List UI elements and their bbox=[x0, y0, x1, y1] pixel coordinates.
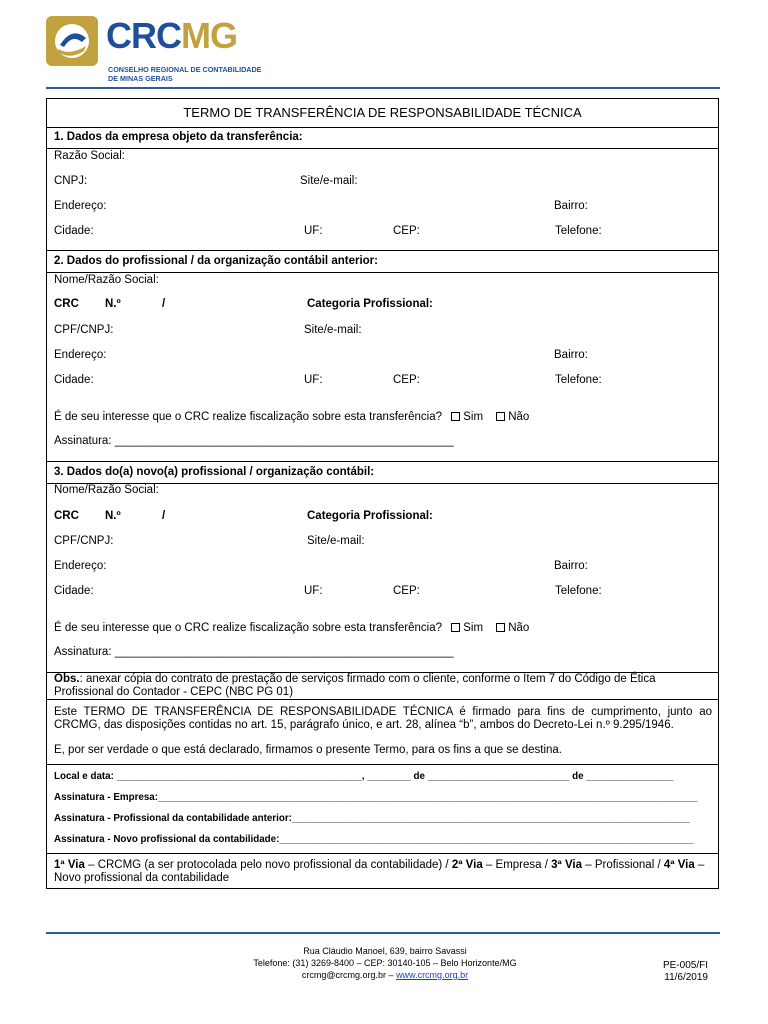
crc-slash: / bbox=[162, 298, 166, 310]
cep-field[interactable]: CEP: bbox=[393, 585, 420, 597]
cnpj-field[interactable]: CNPJ: bbox=[54, 175, 88, 187]
telefone-field[interactable]: Telefone: bbox=[555, 374, 602, 386]
document-date: 11/6/2019 bbox=[664, 972, 708, 983]
obs-note: Obs.: anexar cópia do contrato de prestação de serviços firmado com o cliente, conforme o Item 7 do Código de Ética Profissional do Contador - CEPC (NBC PG 01) bbox=[54, 673, 656, 698]
cep-field[interactable]: CEP: bbox=[393, 225, 420, 237]
assinatura-field[interactable]: Assinatura: _____________________________________________________ bbox=[54, 435, 454, 447]
assinatura-field[interactable]: Assinatura: _____________________________________________________ bbox=[54, 646, 454, 658]
cpf-cnpj-field[interactable]: CPF/CNPJ: bbox=[54, 535, 114, 547]
crc-label: CRC bbox=[54, 298, 79, 310]
crc-number-field[interactable]: N.º bbox=[105, 298, 121, 310]
telefone-field[interactable]: Telefone: bbox=[555, 225, 602, 237]
crc-slash: / bbox=[162, 510, 166, 522]
nao-label: Não bbox=[508, 622, 530, 634]
form-title: TERMO DE TRANSFERÊNCIA DE RESPONSABILIDADE TÉCNICA bbox=[183, 105, 582, 120]
assinatura-anterior-field[interactable]: Assinatura - Profissional da contabilidade anterior:_________________________________________________________________________ bbox=[54, 813, 690, 824]
document-code: PE-005/FI bbox=[662, 960, 708, 971]
cidade-field[interactable]: Cidade: bbox=[54, 585, 94, 597]
telefone-field[interactable]: Telefone: bbox=[555, 585, 602, 597]
nao-checkbox[interactable] bbox=[496, 412, 505, 421]
sim-label: Sim bbox=[463, 411, 484, 423]
cpf-cnpj-field[interactable]: CPF/CNPJ: bbox=[54, 324, 114, 336]
site-link[interactable]: www.crcmg.org.br bbox=[396, 970, 469, 980]
sim-label: Sim bbox=[463, 622, 484, 634]
razao-social-field[interactable]: Razão Social: bbox=[54, 150, 125, 162]
fiscalizacao-question: É de seu interesse que o CRC realize fiscalização sobre esta transferência? Sim Não bbox=[54, 622, 530, 634]
fiscalizacao-question: É de seu interesse que o CRC realize fiscalização sobre esta transferência? Sim Não bbox=[54, 411, 530, 423]
nao-checkbox[interactable] bbox=[496, 623, 505, 632]
assinatura-novo-field[interactable]: Assinatura - Novo profissional da contabilidade:____________________________________________________________________________ bbox=[54, 834, 694, 845]
footer-address: Rua Cláudio Manoel, 639, bairro Savassi bbox=[303, 946, 467, 956]
logo-wordmark: CRCMG bbox=[106, 15, 237, 56]
crc-label: CRC bbox=[54, 510, 79, 522]
sim-checkbox[interactable] bbox=[451, 412, 460, 421]
cep-field[interactable]: CEP: bbox=[393, 374, 420, 386]
endereco-field[interactable]: Endereço: bbox=[54, 560, 107, 572]
site-email-field[interactable]: Site/e-mail: bbox=[304, 324, 362, 336]
uf-field[interactable]: UF: bbox=[304, 225, 323, 237]
uf-field[interactable]: UF: bbox=[304, 585, 323, 597]
site-email-field[interactable]: Site/e-mail: bbox=[300, 175, 358, 187]
assinatura-empresa-field[interactable]: Assinatura - Empresa:___________________________________________________________________________________________________ bbox=[54, 792, 698, 803]
footer-contact: crcmg@crcmg.org.br – www.crcmg.org.br bbox=[301, 970, 469, 980]
endereco-field[interactable]: Endereço: bbox=[54, 200, 107, 212]
cidade-field[interactable]: Cidade: bbox=[54, 225, 94, 237]
cidade-field[interactable]: Cidade: bbox=[54, 374, 94, 386]
crcmg-logo-icon bbox=[46, 16, 98, 66]
site-email-field[interactable]: Site/e-mail: bbox=[307, 535, 365, 547]
vias-note: 1ª Via – CRCMG (a ser protocolada pelo novo profissional da contabilidade) / 2ª Via – Empresa / 3ª Via – Profissional / 4ª Via – Novo profissional da contabilidade bbox=[54, 859, 705, 884]
bairro-field[interactable]: Bairro: bbox=[554, 200, 588, 212]
sim-checkbox[interactable] bbox=[451, 623, 460, 632]
nao-label: Não bbox=[508, 411, 530, 423]
termo-paragraph: Este TERMO DE TRANSFERÊNCIA DE RESPONSABILIDADE TÉCNICA é firmado para fins de cumprimento, junto ao CRCMG, das disposições contidas no art. 15, parágrafo único, e art. 28, alínea “b”, ambos do Decreto-Lei n.º 9.295/1946. bbox=[54, 706, 712, 731]
termo-closing: E, por ser verdade o que está declarado, firmamos o presente Termo, para os fins a que se destina. bbox=[54, 744, 562, 756]
footer-divider bbox=[46, 932, 720, 934]
categoria-field[interactable]: Categoria Profissional: bbox=[307, 298, 433, 310]
nome-razao-field[interactable]: Nome/Razão Social: bbox=[54, 484, 159, 496]
local-data-field[interactable]: Local e data: _____________________________________________, ________ de __________________________ de ________________ bbox=[54, 771, 674, 782]
header-divider bbox=[46, 87, 720, 89]
endereco-field[interactable]: Endereço: bbox=[54, 349, 107, 361]
nome-razao-field[interactable]: Nome/Razão Social: bbox=[54, 274, 159, 286]
section-3-heading: 3. Dados do(a) novo(a) profissional / organização contábil: bbox=[54, 466, 375, 478]
logo-subtitle: CONSELHO REGIONAL DE CONTABILIDADE DE MINAS GERAIS bbox=[108, 65, 262, 83]
footer-phone: Telefone: (31) 3269-8400 – CEP: 30140-105 – Belo Horizonte/MG bbox=[253, 958, 517, 968]
bairro-field[interactable]: Bairro: bbox=[554, 349, 588, 361]
categoria-field[interactable]: Categoria Profissional: bbox=[307, 510, 433, 522]
uf-field[interactable]: UF: bbox=[304, 374, 323, 386]
section-1-heading: 1. Dados da empresa objeto da transferência: bbox=[54, 131, 303, 143]
section-2-heading: 2. Dados do profissional / da organização contábil anterior: bbox=[54, 255, 378, 267]
crc-number-field[interactable]: N.º bbox=[105, 510, 121, 522]
bairro-field[interactable]: Bairro: bbox=[554, 560, 588, 572]
